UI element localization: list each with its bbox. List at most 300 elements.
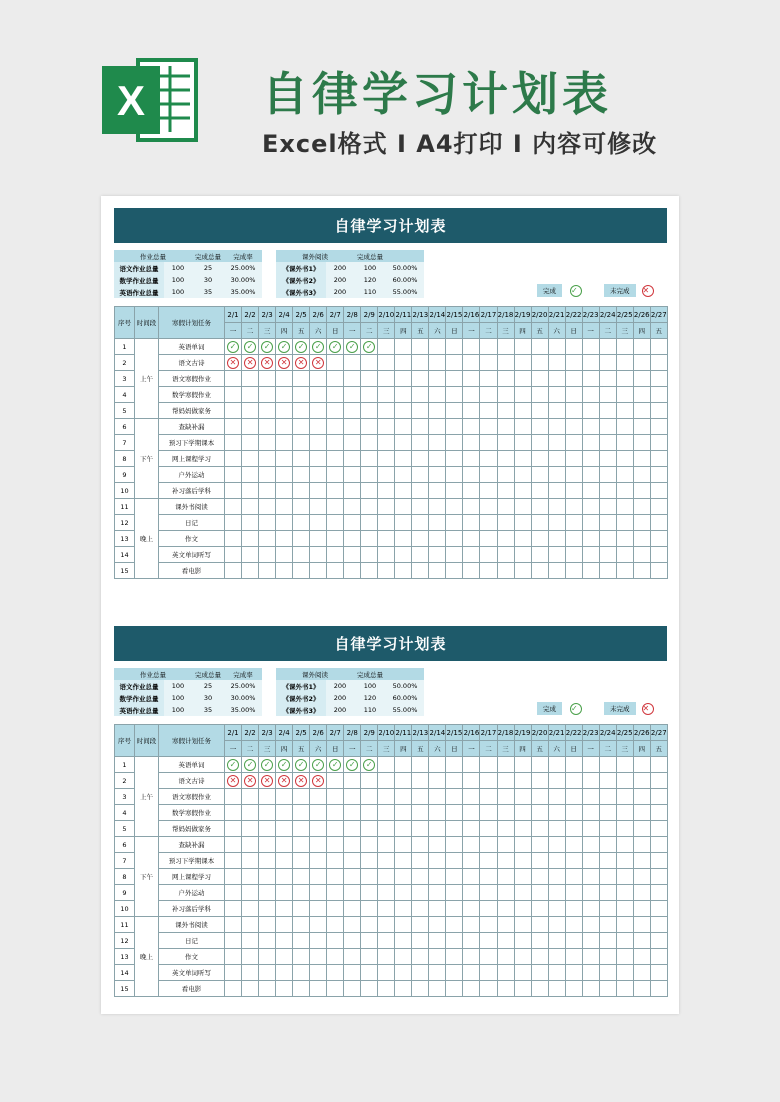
day-cell[interactable] [310, 757, 327, 773]
day-cell[interactable] [361, 949, 378, 965]
day-cell[interactable] [650, 773, 667, 789]
day-cell[interactable] [327, 885, 344, 901]
day-cell[interactable] [361, 789, 378, 805]
day-cell[interactable] [531, 933, 548, 949]
day-cell[interactable] [548, 387, 565, 403]
day-cell[interactable] [259, 821, 276, 837]
day-cell[interactable] [650, 757, 667, 773]
day-cell[interactable] [378, 981, 395, 997]
day-cell[interactable] [463, 467, 480, 483]
day-cell[interactable] [463, 339, 480, 355]
day-cell[interactable] [361, 531, 378, 547]
day-cell[interactable] [633, 901, 650, 917]
day-cell[interactable] [548, 339, 565, 355]
day-cell[interactable] [497, 853, 514, 869]
day-cell[interactable] [310, 387, 327, 403]
day-cell[interactable] [582, 837, 599, 853]
day-cell[interactable] [395, 821, 412, 837]
day-cell[interactable] [310, 531, 327, 547]
day-cell[interactable] [361, 965, 378, 981]
day-cell[interactable] [276, 339, 293, 355]
day-cell[interactable] [344, 853, 361, 869]
day-cell[interactable] [633, 965, 650, 981]
day-cell[interactable] [412, 821, 429, 837]
day-cell[interactable] [259, 885, 276, 901]
day-cell[interactable] [633, 837, 650, 853]
day-cell[interactable] [514, 885, 531, 901]
day-cell[interactable] [616, 773, 633, 789]
day-cell[interactable] [565, 901, 582, 917]
day-cell[interactable] [310, 821, 327, 837]
day-cell[interactable] [531, 901, 548, 917]
day-cell[interactable] [395, 387, 412, 403]
day-cell[interactable] [310, 483, 327, 499]
day-cell[interactable] [429, 483, 446, 499]
day-cell[interactable] [548, 547, 565, 563]
day-cell[interactable] [429, 933, 446, 949]
day-cell[interactable] [531, 403, 548, 419]
day-cell[interactable] [242, 773, 259, 789]
day-cell[interactable] [378, 371, 395, 387]
day-cell[interactable] [395, 885, 412, 901]
day-cell[interactable] [276, 467, 293, 483]
day-cell[interactable] [242, 757, 259, 773]
day-cell[interactable] [616, 965, 633, 981]
day-cell[interactable] [344, 451, 361, 467]
day-cell[interactable] [582, 901, 599, 917]
day-cell[interactable] [327, 821, 344, 837]
day-cell[interactable] [429, 773, 446, 789]
day-cell[interactable] [378, 499, 395, 515]
day-cell[interactable] [293, 467, 310, 483]
day-cell[interactable] [480, 773, 497, 789]
day-cell[interactable] [395, 371, 412, 387]
day-cell[interactable] [259, 547, 276, 563]
day-cell[interactable] [480, 917, 497, 933]
day-cell[interactable] [276, 435, 293, 451]
day-cell[interactable] [242, 821, 259, 837]
day-cell[interactable] [582, 981, 599, 997]
day-cell[interactable] [548, 821, 565, 837]
day-cell[interactable] [378, 933, 395, 949]
day-cell[interactable] [276, 773, 293, 789]
day-cell[interactable] [344, 467, 361, 483]
day-cell[interactable] [497, 757, 514, 773]
day-cell[interactable] [446, 981, 463, 997]
day-cell[interactable] [242, 515, 259, 531]
day-cell[interactable] [446, 355, 463, 371]
day-cell[interactable] [582, 483, 599, 499]
day-cell[interactable] [327, 563, 344, 579]
day-cell[interactable] [276, 805, 293, 821]
day-cell[interactable] [378, 757, 395, 773]
day-cell[interactable] [378, 483, 395, 499]
day-cell[interactable] [429, 467, 446, 483]
day-cell[interactable] [344, 563, 361, 579]
day-cell[interactable] [616, 757, 633, 773]
day-cell[interactable] [378, 965, 395, 981]
day-cell[interactable] [650, 515, 667, 531]
day-cell[interactable] [633, 917, 650, 933]
day-cell[interactable] [599, 789, 616, 805]
day-cell[interactable] [276, 901, 293, 917]
day-cell[interactable] [446, 885, 463, 901]
day-cell[interactable] [650, 917, 667, 933]
day-cell[interactable] [327, 917, 344, 933]
day-cell[interactable] [463, 403, 480, 419]
day-cell[interactable] [412, 773, 429, 789]
day-cell[interactable] [565, 917, 582, 933]
day-cell[interactable] [225, 387, 242, 403]
day-cell[interactable] [446, 789, 463, 805]
day-cell[interactable] [514, 821, 531, 837]
day-cell[interactable] [548, 981, 565, 997]
day-cell[interactable] [565, 467, 582, 483]
day-cell[interactable] [514, 515, 531, 531]
day-cell[interactable] [293, 371, 310, 387]
day-cell[interactable] [480, 451, 497, 467]
day-cell[interactable] [310, 853, 327, 869]
day-cell[interactable] [463, 563, 480, 579]
day-cell[interactable] [514, 949, 531, 965]
day-cell[interactable] [582, 933, 599, 949]
day-cell[interactable] [395, 547, 412, 563]
day-cell[interactable] [259, 757, 276, 773]
day-cell[interactable] [378, 869, 395, 885]
day-cell[interactable] [344, 547, 361, 563]
day-cell[interactable] [327, 773, 344, 789]
day-cell[interactable] [327, 981, 344, 997]
day-cell[interactable] [548, 403, 565, 419]
day-cell[interactable] [531, 499, 548, 515]
day-cell[interactable] [565, 515, 582, 531]
day-cell[interactable] [361, 499, 378, 515]
day-cell[interactable] [446, 965, 463, 981]
day-cell[interactable] [497, 547, 514, 563]
day-cell[interactable] [327, 805, 344, 821]
day-cell[interactable] [548, 563, 565, 579]
day-cell[interactable] [565, 821, 582, 837]
day-cell[interactable] [310, 515, 327, 531]
day-cell[interactable] [327, 355, 344, 371]
day-cell[interactable] [378, 387, 395, 403]
day-cell[interactable] [378, 949, 395, 965]
day-cell[interactable] [361, 837, 378, 853]
day-cell[interactable] [327, 339, 344, 355]
day-cell[interactable] [514, 355, 531, 371]
day-cell[interactable] [259, 965, 276, 981]
day-cell[interactable] [463, 837, 480, 853]
day-cell[interactable] [276, 387, 293, 403]
day-cell[interactable] [225, 773, 242, 789]
day-cell[interactable] [548, 837, 565, 853]
day-cell[interactable] [242, 563, 259, 579]
day-cell[interactable] [497, 563, 514, 579]
day-cell[interactable] [616, 467, 633, 483]
day-cell[interactable] [599, 403, 616, 419]
day-cell[interactable] [446, 371, 463, 387]
day-cell[interactable] [412, 515, 429, 531]
day-cell[interactable] [497, 773, 514, 789]
day-cell[interactable] [310, 419, 327, 435]
day-cell[interactable] [480, 853, 497, 869]
day-cell[interactable] [463, 435, 480, 451]
day-cell[interactable] [565, 965, 582, 981]
day-cell[interactable] [429, 339, 446, 355]
day-cell[interactable] [225, 467, 242, 483]
day-cell[interactable] [480, 981, 497, 997]
day-cell[interactable] [582, 805, 599, 821]
day-cell[interactable] [225, 949, 242, 965]
day-cell[interactable] [344, 371, 361, 387]
day-cell[interactable] [531, 949, 548, 965]
day-cell[interactable] [293, 483, 310, 499]
day-cell[interactable] [650, 885, 667, 901]
day-cell[interactable] [361, 853, 378, 869]
day-cell[interactable] [259, 499, 276, 515]
day-cell[interactable] [225, 965, 242, 981]
day-cell[interactable] [259, 531, 276, 547]
day-cell[interactable] [446, 435, 463, 451]
day-cell[interactable] [616, 837, 633, 853]
day-cell[interactable] [633, 933, 650, 949]
day-cell[interactable] [412, 757, 429, 773]
day-cell[interactable] [446, 869, 463, 885]
day-cell[interactable] [259, 371, 276, 387]
day-cell[interactable] [293, 885, 310, 901]
day-cell[interactable] [446, 387, 463, 403]
day-cell[interactable] [361, 773, 378, 789]
day-cell[interactable] [480, 499, 497, 515]
day-cell[interactable] [310, 339, 327, 355]
day-cell[interactable] [565, 949, 582, 965]
day-cell[interactable] [412, 933, 429, 949]
day-cell[interactable] [242, 837, 259, 853]
day-cell[interactable] [412, 981, 429, 997]
day-cell[interactable] [395, 917, 412, 933]
day-cell[interactable] [378, 789, 395, 805]
day-cell[interactable] [531, 917, 548, 933]
day-cell[interactable] [650, 387, 667, 403]
day-cell[interactable] [327, 949, 344, 965]
day-cell[interactable] [480, 901, 497, 917]
day-cell[interactable] [259, 901, 276, 917]
day-cell[interactable] [599, 837, 616, 853]
day-cell[interactable] [582, 917, 599, 933]
day-cell[interactable] [378, 563, 395, 579]
day-cell[interactable] [497, 869, 514, 885]
day-cell[interactable] [599, 435, 616, 451]
day-cell[interactable] [548, 773, 565, 789]
day-cell[interactable] [378, 531, 395, 547]
day-cell[interactable] [225, 563, 242, 579]
day-cell[interactable] [616, 403, 633, 419]
day-cell[interactable] [480, 515, 497, 531]
day-cell[interactable] [361, 563, 378, 579]
day-cell[interactable] [361, 451, 378, 467]
day-cell[interactable] [276, 515, 293, 531]
day-cell[interactable] [429, 789, 446, 805]
day-cell[interactable] [225, 339, 242, 355]
day-cell[interactable] [633, 451, 650, 467]
day-cell[interactable] [548, 917, 565, 933]
day-cell[interactable] [310, 563, 327, 579]
day-cell[interactable] [395, 757, 412, 773]
day-cell[interactable] [514, 805, 531, 821]
day-cell[interactable] [531, 451, 548, 467]
day-cell[interactable] [378, 435, 395, 451]
day-cell[interactable] [480, 869, 497, 885]
day-cell[interactable] [327, 419, 344, 435]
day-cell[interactable] [497, 789, 514, 805]
day-cell[interactable] [650, 563, 667, 579]
day-cell[interactable] [310, 789, 327, 805]
day-cell[interactable] [497, 837, 514, 853]
day-cell[interactable] [225, 419, 242, 435]
day-cell[interactable] [395, 515, 412, 531]
day-cell[interactable] [276, 821, 293, 837]
day-cell[interactable] [616, 531, 633, 547]
day-cell[interactable] [548, 805, 565, 821]
day-cell[interactable] [293, 547, 310, 563]
day-cell[interactable] [378, 467, 395, 483]
day-cell[interactable] [344, 885, 361, 901]
day-cell[interactable] [531, 789, 548, 805]
day-cell[interactable] [225, 355, 242, 371]
day-cell[interactable] [293, 853, 310, 869]
day-cell[interactable] [361, 339, 378, 355]
day-cell[interactable] [446, 483, 463, 499]
day-cell[interactable] [446, 773, 463, 789]
day-cell[interactable] [565, 435, 582, 451]
day-cell[interactable] [361, 933, 378, 949]
day-cell[interactable] [276, 933, 293, 949]
day-cell[interactable] [310, 981, 327, 997]
day-cell[interactable] [378, 419, 395, 435]
day-cell[interactable] [616, 869, 633, 885]
day-cell[interactable] [565, 869, 582, 885]
day-cell[interactable] [276, 563, 293, 579]
day-cell[interactable] [259, 419, 276, 435]
day-cell[interactable] [650, 933, 667, 949]
day-cell[interactable] [616, 789, 633, 805]
day-cell[interactable] [395, 403, 412, 419]
day-cell[interactable] [293, 563, 310, 579]
day-cell[interactable] [446, 901, 463, 917]
day-cell[interactable] [633, 757, 650, 773]
day-cell[interactable] [633, 403, 650, 419]
day-cell[interactable] [548, 949, 565, 965]
day-cell[interactable] [276, 869, 293, 885]
day-cell[interactable] [633, 339, 650, 355]
day-cell[interactable] [276, 853, 293, 869]
day-cell[interactable] [429, 885, 446, 901]
day-cell[interactable] [310, 869, 327, 885]
day-cell[interactable] [463, 981, 480, 997]
day-cell[interactable] [259, 403, 276, 419]
day-cell[interactable] [310, 435, 327, 451]
day-cell[interactable] [531, 965, 548, 981]
day-cell[interactable] [378, 773, 395, 789]
day-cell[interactable] [480, 467, 497, 483]
day-cell[interactable] [633, 805, 650, 821]
day-cell[interactable] [480, 821, 497, 837]
day-cell[interactable] [344, 419, 361, 435]
day-cell[interactable] [582, 387, 599, 403]
day-cell[interactable] [242, 547, 259, 563]
day-cell[interactable] [531, 869, 548, 885]
day-cell[interactable] [514, 483, 531, 499]
day-cell[interactable] [259, 339, 276, 355]
day-cell[interactable] [293, 451, 310, 467]
day-cell[interactable] [327, 531, 344, 547]
day-cell[interactable] [531, 853, 548, 869]
day-cell[interactable] [446, 499, 463, 515]
day-cell[interactable] [497, 339, 514, 355]
day-cell[interactable] [463, 901, 480, 917]
day-cell[interactable] [412, 371, 429, 387]
day-cell[interactable] [565, 789, 582, 805]
day-cell[interactable] [276, 355, 293, 371]
day-cell[interactable] [548, 757, 565, 773]
day-cell[interactable] [514, 547, 531, 563]
day-cell[interactable] [242, 419, 259, 435]
day-cell[interactable] [480, 339, 497, 355]
day-cell[interactable] [395, 355, 412, 371]
day-cell[interactable] [242, 885, 259, 901]
day-cell[interactable] [293, 789, 310, 805]
day-cell[interactable] [429, 403, 446, 419]
day-cell[interactable] [514, 981, 531, 997]
day-cell[interactable] [650, 837, 667, 853]
day-cell[interactable] [225, 789, 242, 805]
day-cell[interactable] [514, 917, 531, 933]
day-cell[interactable] [616, 451, 633, 467]
day-cell[interactable] [463, 547, 480, 563]
day-cell[interactable] [582, 403, 599, 419]
day-cell[interactable] [548, 869, 565, 885]
day-cell[interactable] [633, 869, 650, 885]
day-cell[interactable] [616, 419, 633, 435]
day-cell[interactable] [616, 821, 633, 837]
day-cell[interactable] [497, 917, 514, 933]
day-cell[interactable] [276, 451, 293, 467]
day-cell[interactable] [463, 933, 480, 949]
day-cell[interactable] [514, 837, 531, 853]
day-cell[interactable] [599, 821, 616, 837]
day-cell[interactable] [378, 901, 395, 917]
day-cell[interactable] [497, 355, 514, 371]
day-cell[interactable] [242, 805, 259, 821]
day-cell[interactable] [242, 339, 259, 355]
day-cell[interactable] [514, 435, 531, 451]
day-cell[interactable] [599, 757, 616, 773]
day-cell[interactable] [429, 853, 446, 869]
day-cell[interactable] [412, 885, 429, 901]
day-cell[interactable] [463, 419, 480, 435]
day-cell[interactable] [633, 949, 650, 965]
day-cell[interactable] [395, 451, 412, 467]
day-cell[interactable] [293, 339, 310, 355]
day-cell[interactable] [378, 339, 395, 355]
day-cell[interactable] [599, 965, 616, 981]
day-cell[interactable] [497, 435, 514, 451]
day-cell[interactable] [497, 933, 514, 949]
day-cell[interactable] [531, 515, 548, 531]
day-cell[interactable] [259, 837, 276, 853]
day-cell[interactable] [616, 917, 633, 933]
day-cell[interactable] [446, 821, 463, 837]
